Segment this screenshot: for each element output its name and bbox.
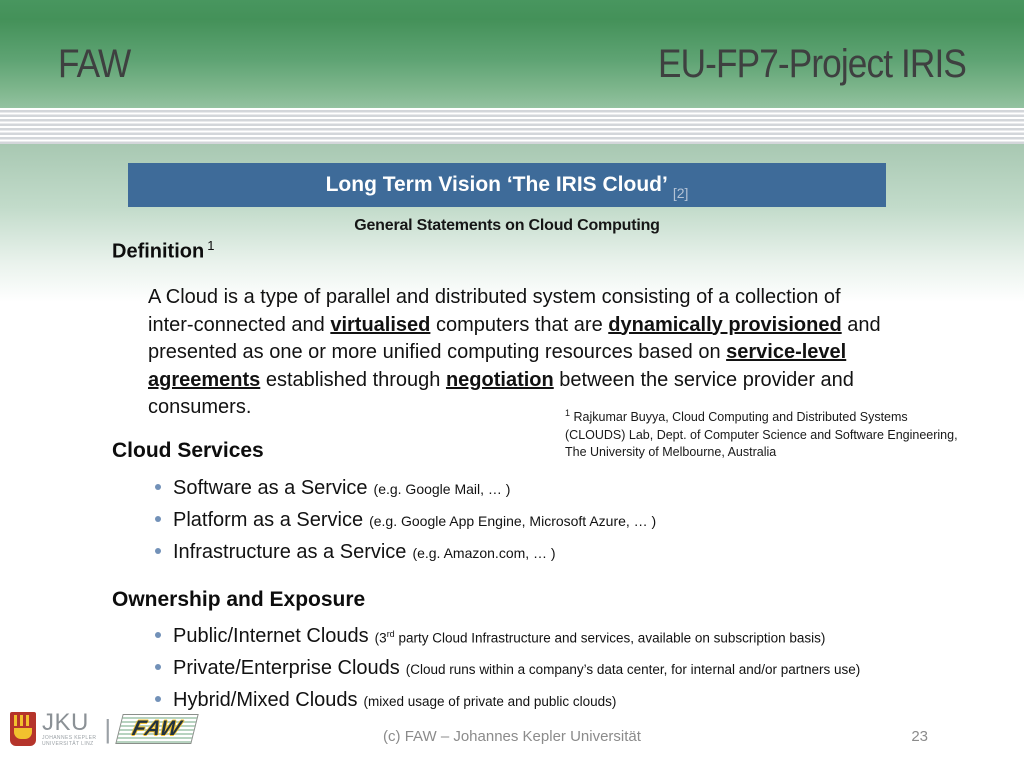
slide-title-reference: [2] xyxy=(672,185,689,201)
bullet-icon xyxy=(155,516,161,522)
paragraph-line: agreements established through negotiation between the service provider and xyxy=(148,368,854,391)
definition-footnote-ref: 1 xyxy=(207,238,215,253)
copyright-text: (c) FAW – Johannes Kepler Universität xyxy=(383,728,641,745)
list-item-private-clouds: Private/Enterprise Clouds (Cloud runs within a company’s data center, for internal and/or partners use) xyxy=(155,657,860,680)
header-right-title: EU-FP7-Project IRIS xyxy=(658,42,966,86)
list-item-paas: Platform as a Service (e.g. Google App Engine, Microsoft Azure, … ) xyxy=(155,509,656,532)
faw-logo-icon: FAW xyxy=(115,714,198,744)
definition-heading xyxy=(112,238,214,264)
public-clouds-detail: (3rd party Cloud Infrastructure and services, available on subscription basis) xyxy=(374,628,826,645)
bullet-icon xyxy=(155,632,161,638)
paragraph-line: A Cloud is a type of parallel and distributed system consisting of a collection of xyxy=(148,286,841,308)
footnote-line: The University of Melbourne, Australia xyxy=(565,445,777,460)
definition-paragraph xyxy=(148,284,978,422)
slide-title-bar xyxy=(128,163,886,207)
slide-header-band xyxy=(0,0,1024,108)
footnote-line: $^1$ Rajkumar Buyya, Cloud Computing and Distributed Systems xyxy=(565,408,908,425)
logo-separator: | xyxy=(104,713,112,744)
header-left-title: FAW xyxy=(58,42,131,86)
list-item-public-clouds: Public/Internet Clouds (3rd party Cloud Infrastructure and services, available on subscription basis) xyxy=(155,625,825,648)
list-item-saas: Software as a Service (e.g. Google Mail, … ) xyxy=(155,477,510,500)
bullet-icon xyxy=(155,664,161,670)
definition-heading-text: Definition xyxy=(112,240,205,263)
slide-subtitle: General Statements on Cloud Computing xyxy=(354,217,660,234)
paragraph-line: consumers. xyxy=(148,396,252,418)
paragraph-line: presented as one or more unified computing resources based on service-level xyxy=(148,341,847,363)
jku-wordmark: JKU JOHANNES KEPLER UNIVERSITÄT LINZ xyxy=(42,709,97,747)
cloud-services-heading: Cloud Services xyxy=(112,439,264,462)
list-item-hybrid-clouds: Hybrid/Mixed Clouds (mixed usage of private and public clouds) xyxy=(155,689,616,712)
bullet-icon xyxy=(155,696,161,702)
paragraph-line: inter-connected and virtualised computers that are dynamically provisioned and xyxy=(148,313,881,336)
slide-title: Long Term Vision ‘The IRIS Cloud’ xyxy=(325,173,668,196)
decorative-stripe-band xyxy=(0,108,1024,144)
footnote-line: (CLOUDS) Lab, Dept. of Computer Science and Software Engineering, xyxy=(565,427,958,442)
bullet-icon xyxy=(155,548,161,554)
list-item-iaas: Infrastructure as a Service (e.g. Amazon.com, … ) xyxy=(155,541,556,564)
ownership-heading: Ownership and Exposure xyxy=(112,588,366,611)
bullet-icon xyxy=(155,484,161,490)
page-number: 23 xyxy=(911,728,928,745)
citation-footnote xyxy=(565,405,985,462)
